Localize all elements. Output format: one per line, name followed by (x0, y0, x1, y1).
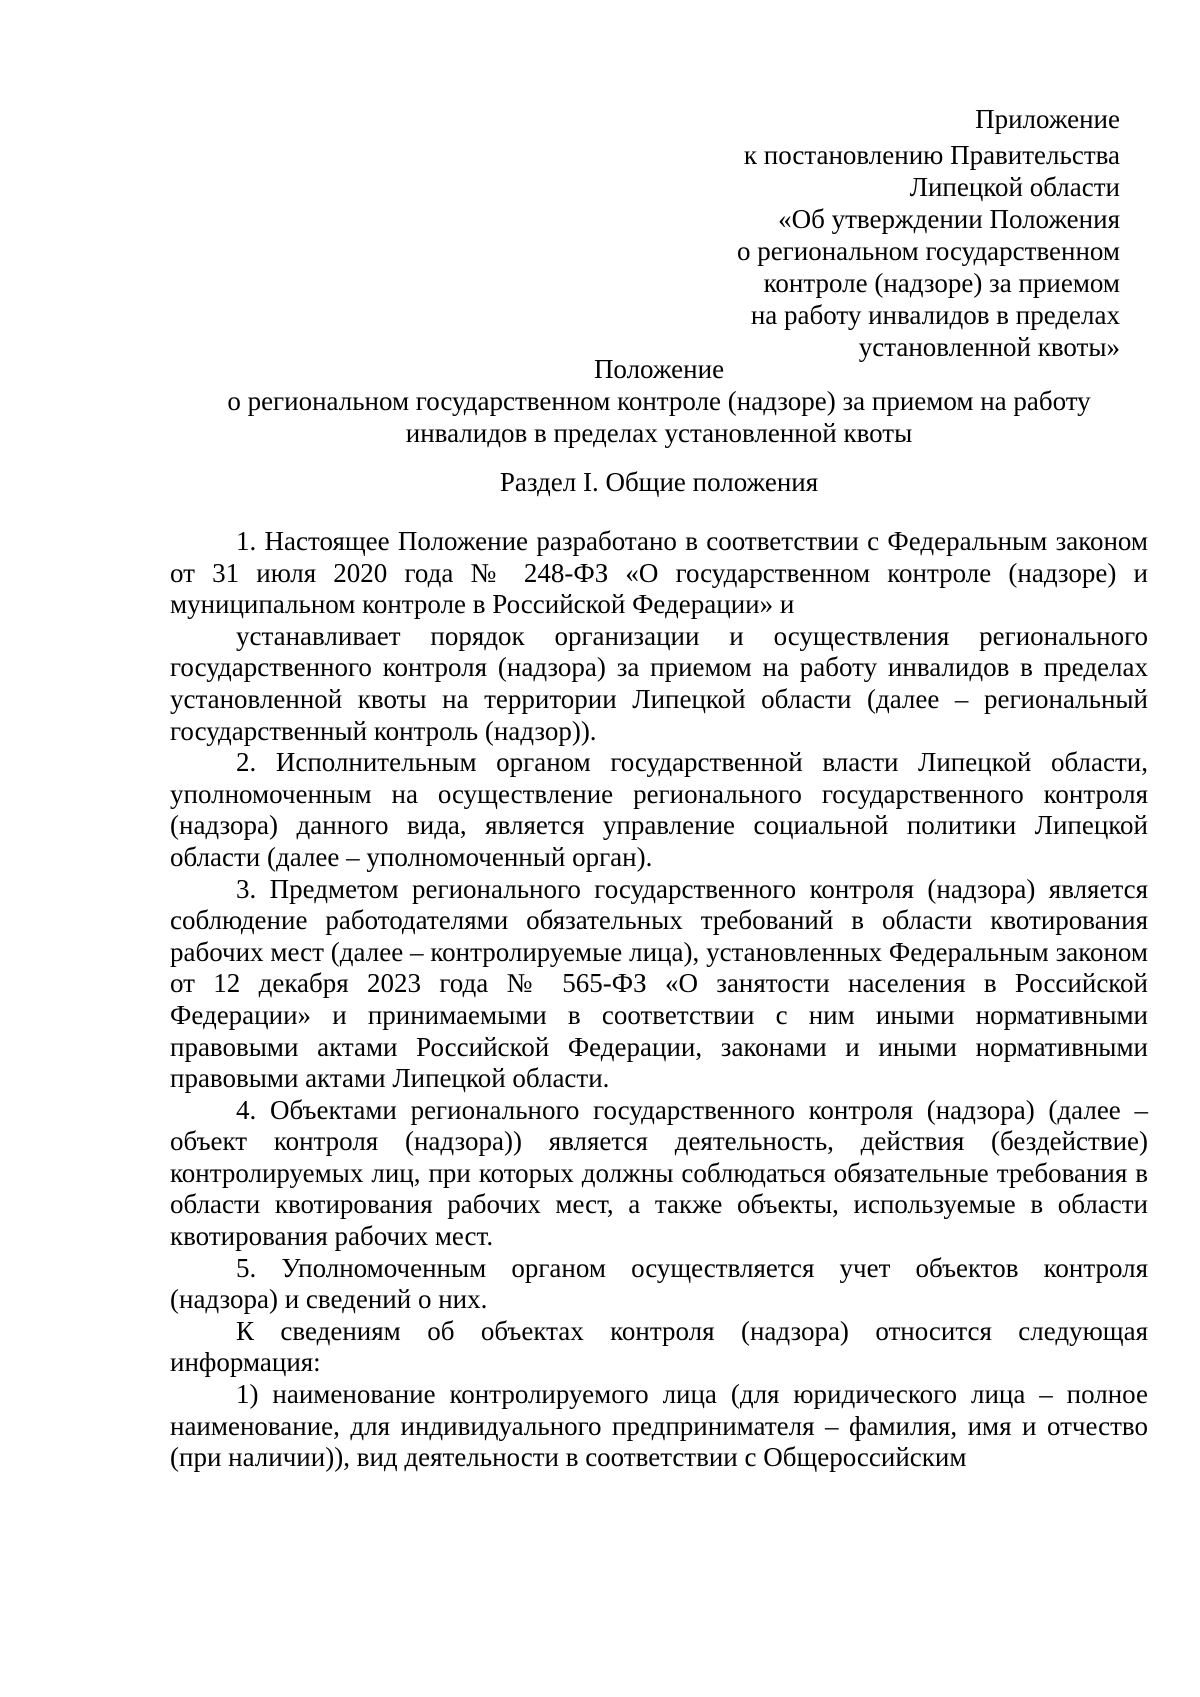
document-body (170, 526, 1148, 1474)
paragraph: 1. Настоящее Положение разработано в соответствии с Федеральным законом от 31 июля 2020 года № 248-ФЗ «О государственном контроле (надзоре) и муниципальном контроле в Российской Федерации» и (170, 526, 1148, 620)
paragraph: 1) наименование контролируемого лица (для юридического лица – полное наименование, для индивидуального предпринимателя – фамилия, имя и отчество (при наличии)), вид деятельности в соответствии с Общероссийским (170, 1379, 1148, 1473)
title-line: Положение (593, 354, 725, 384)
title-line: о региональном государственном контроле (надзоре) за приемом на работу (227, 386, 1091, 416)
annex-line: Приложение (975, 104, 1120, 134)
paragraph: 4. Объектами регионального государственного контроля (надзора) (далее – объект контроля (надзора)) является деятельность, действия (бездействие) контролируемых лиц, при которых должны соблюдаться обязательные требования в области квотирования рабочих мест, а также объекты, используемые в области квотирования рабочих мест. (170, 1094, 1148, 1252)
section-heading: Раздел I. Общие положения (499, 467, 819, 497)
annex-line: «Об утверждении Положения (778, 204, 1120, 234)
annex-header (520, 103, 1120, 363)
annex-line: на работу инвалидов в пределах (750, 300, 1120, 330)
title-line: инвалидов в пределах установленной квоты (405, 418, 913, 448)
annex-line: Липецкой области (909, 172, 1120, 202)
annex-line: о региональном государственном (736, 236, 1120, 266)
paragraph: 2. Исполнительным органом государственной власти Липецкой области, уполномоченным на осуществление регионального государственного контроля (надзора) данного вида, является управление социальной политики Липецкой области (далее – уполномоченный орган). (170, 747, 1148, 872)
paragraph: устанавливает порядок организации и осуществления регионального государственного контроля (надзора) за приемом на работу инвалидов в пределах установленной квоты на территории Липецкой области (далее – региональный государственный контроль (надзор)). (170, 620, 1148, 746)
document-title (170, 353, 1148, 449)
annex-line: к постановлению Правительства (743, 140, 1120, 170)
annex-line: контроле (надзоре) за приемом (763, 268, 1120, 298)
paragraph: 5. Уполномоченным органом осуществляется учет объектов контроля (надзора) и сведений о них. (170, 1252, 1148, 1315)
paragraph: 3. Предметом регионального государственного контроля (надзора) является соблюдение работодателями обязательных требований в области квотирования рабочих мест (далее – контролируемые лица), установленных Федеральным законом от 12 декабря 2023 года № 565-ФЗ «О занятости населения в Российской Федерации» и принимаемыми в соответствии с ним иными нормативными правовыми актами Российской Федерации, законами и иными нормативными правовыми актами Липецкой области. (170, 873, 1148, 1094)
paragraph: К сведениям об объектах контроля (надзора) относится следующая информация: (170, 1315, 1148, 1378)
annex-line: установленной квоты» (858, 332, 1120, 362)
